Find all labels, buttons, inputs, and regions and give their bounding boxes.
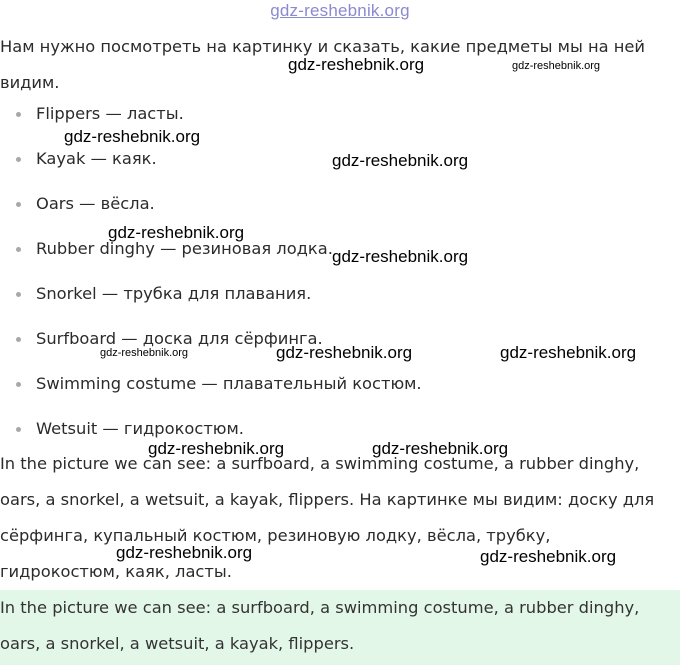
bullet-icon xyxy=(16,427,21,432)
watermark: gdz-reshebnik.org xyxy=(288,55,425,74)
watermark: gdz-reshebnik.org xyxy=(332,247,469,266)
list-item-text: Oars — вёсла. xyxy=(36,194,155,213)
watermark: gdz-reshebnik.org xyxy=(148,439,285,458)
list-item-text: Swimming costume — плавательный костюм. xyxy=(36,374,422,393)
list-item-text: Wetsuit — гидрокостюм. xyxy=(36,419,244,438)
list-item-text: Rubber dinghy — резиновая лодка. xyxy=(36,239,333,258)
watermark: gdz-reshebnik.org xyxy=(512,60,601,72)
bullet-icon xyxy=(16,337,21,342)
watermark: gdz-reshebnik.org xyxy=(64,127,201,146)
answer-text: In the picture we can see: a surfboard, a swimming costume, a rubber dinghy, oars, a snorkel, a wetsuit, a kayak, flippers. xyxy=(0,598,640,653)
list-item-text: Surfboard — доска для сёрфинга. xyxy=(36,329,323,348)
watermark: gdz-reshebnik.org xyxy=(500,343,637,362)
list-item-text: Flippers — ласты. xyxy=(36,104,184,123)
explanation-paragraph: In the picture we can see: a surfboard, a swimming costume, a rubber dinghy, oars, a snorkel, a wetsuit, a kayak, flippers. На картинке мы видим: доску для сёрфинга, купальный костюм, резиновую лодку, вёсла, трубку, гидрокостюм, каяк, ласты. xyxy=(0,454,655,581)
watermark: gdz-reshebnik.org xyxy=(332,151,469,170)
watermark: gdz-reshebnik.org xyxy=(480,547,617,566)
bullet-icon xyxy=(16,247,21,252)
watermark: gdz-reshebnik.org xyxy=(276,343,413,362)
watermark: gdz-reshebnik.org xyxy=(108,223,245,242)
list-item-text: Snorkel — трубка для плавания. xyxy=(36,284,312,303)
bullet-icon xyxy=(16,202,21,207)
list-item-text: Kayak — каяк. xyxy=(36,149,157,168)
site-link[interactable]: gdz-reshebnik.org xyxy=(270,1,410,20)
bullet-icon xyxy=(16,292,21,297)
watermark: gdz-reshebnik.org xyxy=(116,543,253,562)
intro-text: Нам нужно посмотреть на картинку и сказать, какие предметы мы на ней видим. xyxy=(0,37,646,92)
watermark: gdz-reshebnik.org xyxy=(100,347,189,359)
bullet-icon xyxy=(16,382,21,387)
bullet-icon xyxy=(16,112,21,117)
bullet-icon xyxy=(16,157,21,162)
watermark: gdz-reshebnik.org xyxy=(372,439,509,458)
answer-box xyxy=(0,590,680,665)
